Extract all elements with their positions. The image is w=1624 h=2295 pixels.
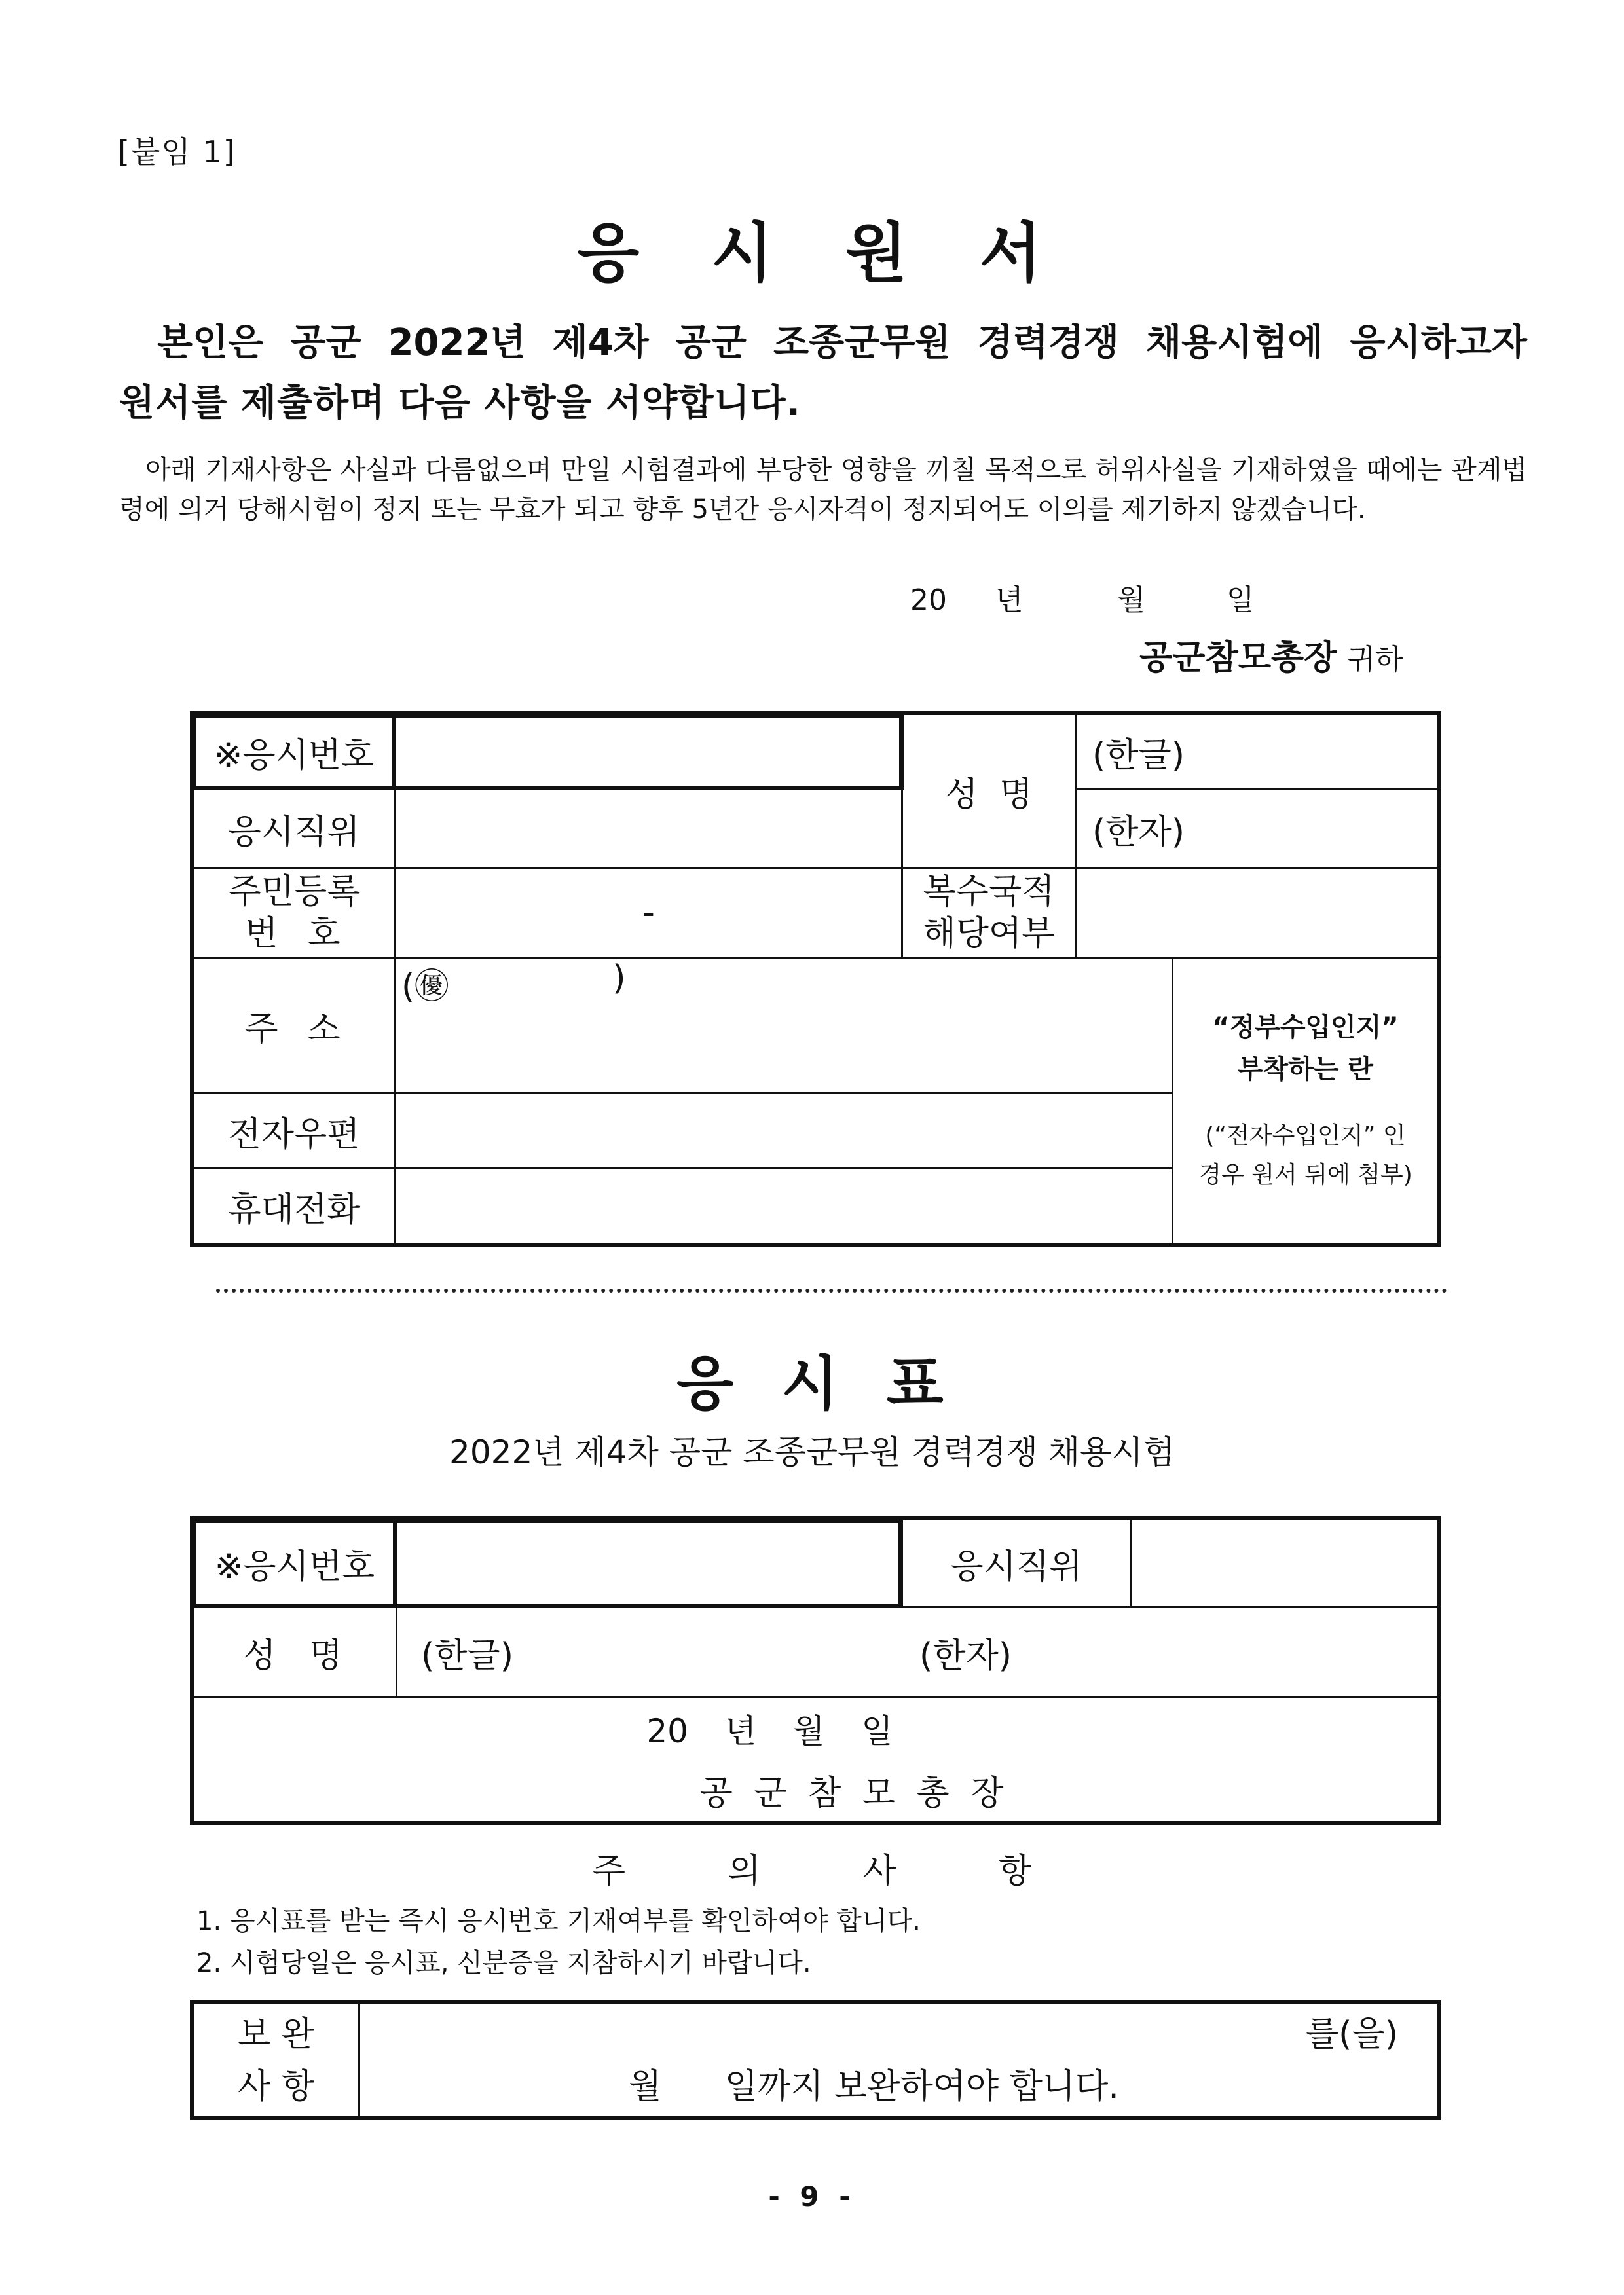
name-korean-field[interactable]: (한글) <box>1075 713 1439 790</box>
recipient <box>1139 630 1403 679</box>
stamp-note-1: (“전자수입인지” 인 <box>1205 1122 1406 1149</box>
mobile-label: 휴대전화 <box>192 1167 396 1245</box>
ticket-issue-box <box>192 1696 1439 1823</box>
date-year-label: 년 <box>995 583 1024 617</box>
ticket-exam-number-field <box>393 1518 903 1608</box>
dual-nationality-label: 복수국적 해당여부 <box>901 867 1077 959</box>
pledge-line-1: 본인은 공군 2022년 제4차 공군 조종군무원 경력경쟁 채용시험에 응시하고자 <box>157 321 1527 364</box>
position-field[interactable] <box>394 788 903 869</box>
name-label: 성 명 <box>901 713 1077 869</box>
caution-item-1: 1. 응시표를 받는 즉시 응시번호 기재여부를 확인하여야 합니다. <box>196 1906 921 1936</box>
application-date <box>910 576 1255 618</box>
pledge-statement <box>119 313 1527 433</box>
email-field[interactable] <box>394 1092 1173 1169</box>
caution-title: 주 의 사 항 <box>592 1852 1032 1891</box>
position-label: 응시직위 <box>192 788 396 869</box>
mobile-field[interactable] <box>394 1167 1173 1245</box>
page-number: - 9 - <box>768 2180 856 2212</box>
email-label: 전자우편 <box>192 1092 396 1169</box>
stamp-line-1: “정부수입인지” <box>1212 1012 1399 1042</box>
ticket-name-korean: (한글) <box>421 1636 514 1676</box>
address-label: 주 소 <box>192 957 396 1094</box>
ticket-subtitle: 2022년 제4차 공군 조종군무원 경력경쟁 채용시험 <box>449 1433 1175 1471</box>
date-month-label: 월 <box>1117 583 1146 617</box>
supplement-field[interactable] <box>358 2002 1439 2118</box>
supplement-label: 보 완 사 항 <box>192 2002 360 2118</box>
notice-paragraph: 아래 기재사항은 사실과 다름없으며 만일 시험결과에 부당한 영향을 끼칠 목적으로 허위사실을 기재하였을 때에는 관계법령에 의거 당해시험이 정지 또는 무효가 되고 향후 5년간 응시자격이 정지되어도 이의를 제기하지 않겠습니다. <box>119 455 1527 524</box>
pledge-line-2: 원서를 제출하며 다음 사항을 서약합니다. <box>119 382 801 424</box>
cut-line <box>216 1289 1447 1293</box>
attachment-label: [붙임 1] <box>118 134 236 170</box>
ticket-name-label: 성 명 <box>192 1606 397 1698</box>
address-field[interactable] <box>394 957 1173 1094</box>
ticket-exam-number-label: ※응시번호 <box>192 1518 397 1608</box>
name-hanja-field[interactable]: (한자) <box>1075 788 1439 869</box>
postal-code-close: ) <box>612 959 626 998</box>
application-title: 응 시 원 서 <box>577 216 1047 291</box>
ticket-name-field[interactable] <box>396 1606 1439 1698</box>
dual-nationality-field[interactable] <box>1075 867 1439 959</box>
ticket-position-field[interactable] <box>1130 1518 1439 1608</box>
supplement-object-suffix: 를(을) <box>1305 2014 1398 2054</box>
resident-number-label: 주민등록 번 호 <box>192 867 396 959</box>
stamp-note-2: 경우 원서 뒤에 첨부) <box>1198 1162 1412 1188</box>
ticket-date: 20 년 월 일 <box>646 1712 893 1750</box>
resident-number-field[interactable]: - <box>394 867 903 959</box>
ticket-issuer: 공 군 참 모 총 장 <box>699 1773 1004 1813</box>
revenue-stamp-box <box>1172 957 1439 1245</box>
exam-number-label: ※응시번호 <box>192 713 396 790</box>
recipient-name: 공군참모총장 <box>1139 638 1337 678</box>
date-year-prefix: 20 <box>910 583 947 617</box>
ticket-position-label: 응시직위 <box>901 1518 1132 1608</box>
caution-item-2: 2. 시험당일은 응시표, 신분증을 지참하시기 바랍니다. <box>196 1948 811 1978</box>
exam-number-field <box>392 713 904 790</box>
postal-code-open: (㊝ <box>401 967 449 1006</box>
date-day-label: 일 <box>1227 583 1255 617</box>
supplement-deadline: 월 일까지 보완하여야 합니다. <box>629 2066 1119 2106</box>
recipient-suffix: 귀하 <box>1347 643 1403 676</box>
ticket-title: 응 시 표 <box>676 1349 948 1418</box>
stamp-line-2: 부착하는 란 <box>1237 1054 1374 1084</box>
ticket-name-hanja: (한자) <box>919 1636 1012 1676</box>
